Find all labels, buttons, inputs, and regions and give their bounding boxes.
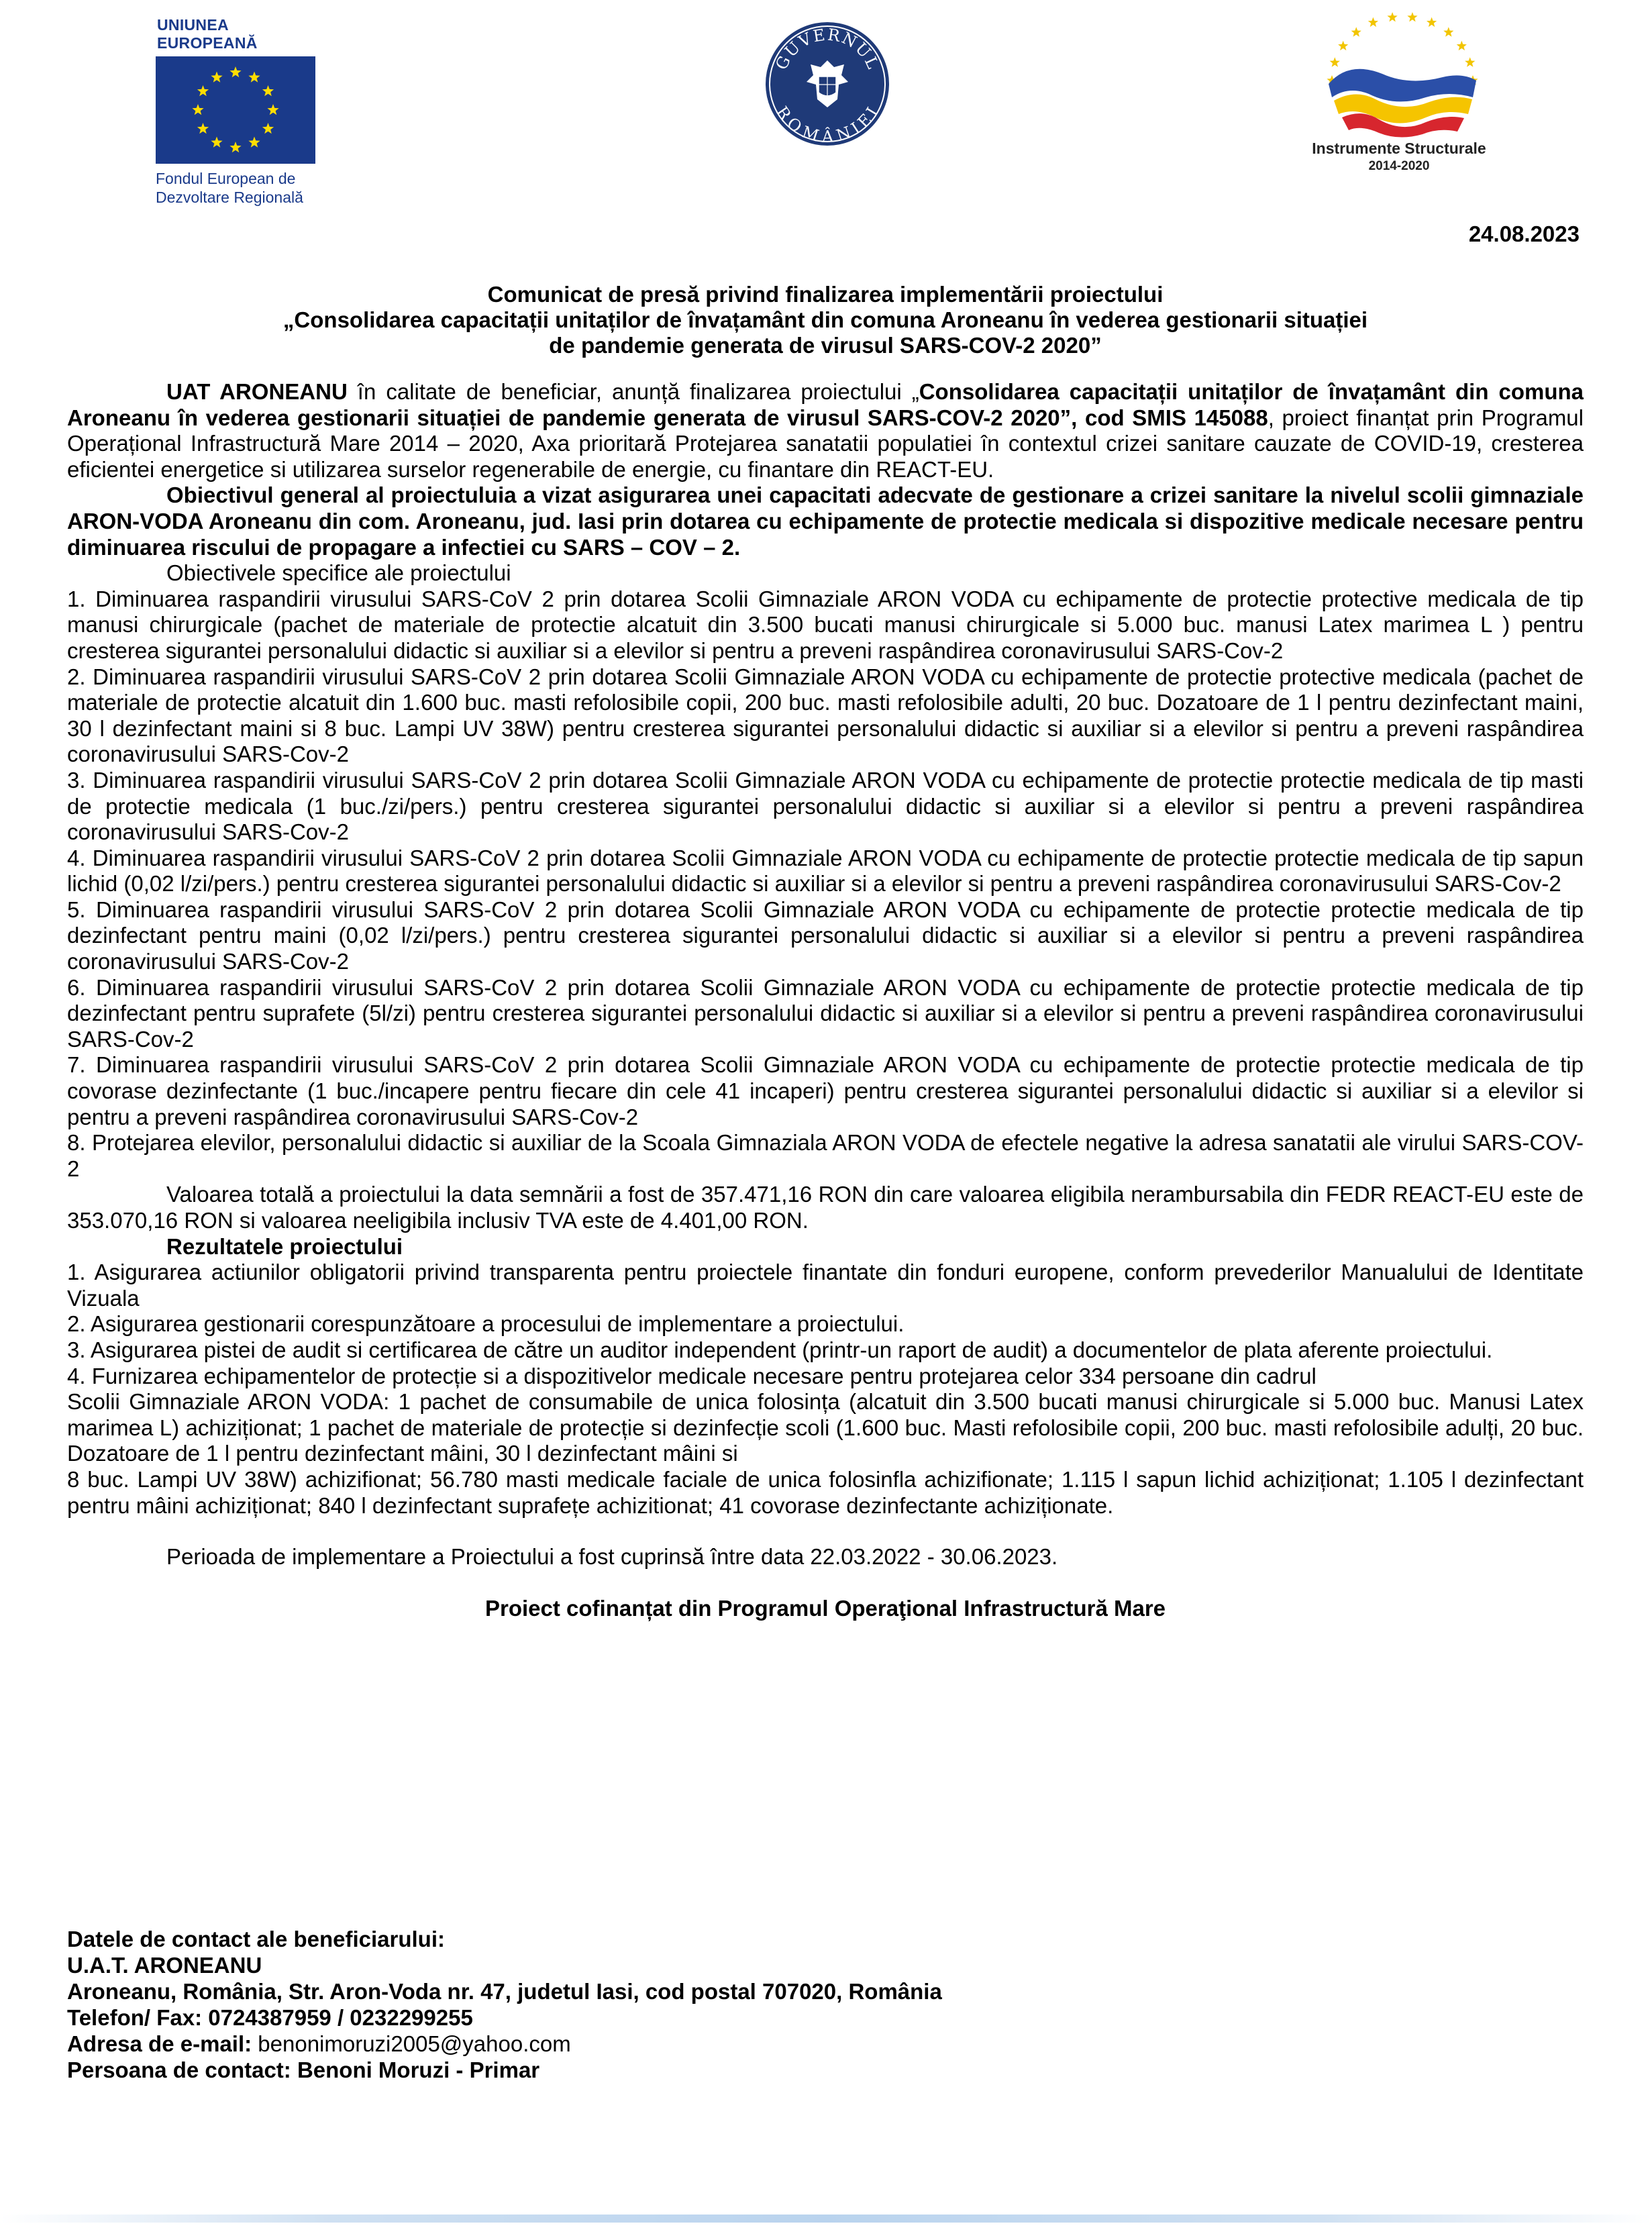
result-item-4-line2: Scolii Gimnaziale ARON VODA: 1 pachet de consumabile de unica folosința (alcatuit din 3.500 bucati manusi chirurgicale si 5.000 buc. Manusi Latex marimea L) achiziționat; 1 pachet de materiale de protecție si dezinfecție scoli (1.600 buc. Masti refolosibile copii, 200 buc. masti refolosibile adulți, 20 buc. Dozatoare de 1 l pentru dezinfectant mâini, 30 l dezinfectant mâini si bbox=[67, 1389, 1584, 1466]
objective-item: 7. Diminuarea raspandirii virusului SARS-CoV 2 prin dotarea Scolii Gimnaziale ARON VODA cu echipamente de protectie protectie medicala de tip covorase dezinfectante (1 buc./incapere pentru fiecare din cele 41 incaperi) pentru cresterea sigurantei personalului didactic si auxiliar si a elevilor si pentru a preveni raspândirea coronavirusului SARS-Cov-2 bbox=[67, 1052, 1584, 1129]
cofinanced-note: Proiect cofinanțat din Programul Operaţional Infrastructură Mare bbox=[484, 1595, 1166, 1621]
eu-logo-title: UNIUNEA EUROPEANĂ bbox=[157, 16, 258, 52]
contact-phone: Telefon/ Fax: 0724387959 / 0232299255 bbox=[67, 2005, 473, 2030]
result-item: 2. Asigurarea gestionarii corespunzătoare a procesului de implementare a proiectului. bbox=[67, 1311, 905, 1337]
structural-star-icon bbox=[1368, 17, 1378, 27]
instrumente-structurale-years: 2014-2020 bbox=[1368, 159, 1430, 173]
intro-text-1: în calitate de beneficiar, anunță finalizarea proiectului „ bbox=[347, 379, 919, 404]
structural-star-icon bbox=[1465, 57, 1475, 67]
title-line-3: de pandemie generata de virusul SARS-COV-2 2020” bbox=[549, 333, 1102, 358]
structural-star-icon bbox=[1443, 27, 1453, 37]
structural-star-icon bbox=[1457, 41, 1467, 51]
eu-flag-icon bbox=[156, 56, 315, 164]
intro-paragraph bbox=[67, 379, 1584, 482]
contact-name: U.A.T. ARONEANU bbox=[67, 1953, 262, 1978]
contact-email-link[interactable]: benonimoruzi2005@yahoo.com bbox=[252, 2031, 571, 2056]
eu-logo-fund-line2: Dezvoltare Regională bbox=[156, 189, 303, 206]
document-date: 24.08.2023 bbox=[1468, 221, 1580, 246]
government-seal-icon bbox=[764, 20, 891, 148]
intro-text-2: , proiect finanțat prin Programul Operațional Infrastructură Mare 2014 – 2020, Axa prioritară Protejarea sanatatii populatiei în contextul crizei sanitare cauzate de COVID-19, cresterea eficientei energetice si utilizarea surselor regenerabile de energie, cu finantare din REACT-EU. bbox=[67, 405, 1584, 482]
project-name: Consolidarea capacitații unitaților de învațamânt din comuna Aroneanu în vederea gestionarii situației de pandemie generata de virusul SARS-COV-2 2020”, cod SMIS 145088 bbox=[67, 379, 1584, 430]
eu-logo-fund-line1: Fondul European de bbox=[156, 170, 296, 187]
eu-logo-block bbox=[156, 16, 323, 207]
result-item: 1. Asigurarea actiunilor obligatorii privind transparenta pentru proiectele finantate din fonduri europene, conform prevederilor Manualului de Identitate Vizuala bbox=[67, 1260, 1584, 1311]
structural-star-icon bbox=[1330, 57, 1340, 67]
svg-text:GUVERNUL: GUVERNUL bbox=[772, 25, 883, 73]
structural-star-icon bbox=[1351, 27, 1361, 37]
structural-star-icon bbox=[1387, 12, 1397, 21]
general-objective: Obiectivul general al proiectuluia a vizat asigurarea unei capacitati adecvate de gestionare a crizei sanitare la nivelul scolii gimnaziale ARON-VODA Aroneanu din com. Aroneanu, jud. Iasi prin dotarea cu echipamente de protectie medicala si dispozitive medicale necesare pentru diminuarea riscului de propagare a infectiei cu SARS – COV – 2. bbox=[67, 482, 1584, 560]
contact-person: Persoana de contact: Benoni Moruzi - Primar bbox=[67, 2057, 540, 2082]
structural-star-icon bbox=[1407, 12, 1417, 21]
objective-item: 6. Diminuarea raspandirii virusului SARS-CoV 2 prin dotarea Scolii Gimnaziale ARON VODA cu echipamente de protectie protectie medicala de tip dezinfectant pentru suprafete (5l/zi) pentru cresterea sigurantei personalului didactic si auxiliar si a elevilor si pentru a preveni raspândirea coronavirusului SARS-Cov-2 bbox=[67, 974, 1584, 1052]
contact-email-row bbox=[67, 2031, 942, 2057]
footer-divider bbox=[0, 2215, 1652, 2223]
contact-email-label: Adresa de e-mail: bbox=[67, 2031, 252, 2056]
specific-objectives-heading: Obiectivele specifice ale proiectului bbox=[166, 560, 511, 586]
objective-item: 3. Diminuarea raspandirii virusului SARS-CoV 2 prin dotarea Scolii Gimnaziale ARON VODA cu echipamente de protectie protectie medicala de tip masti de protectie medicala (1 buc./zi/pers.) pentru cresterea sigurantei personalului didactic si auxiliar si a elevilor si pentru a preveni raspândirea coronavirusului SARS-Cov-2 bbox=[67, 767, 1584, 845]
contact-address: Aroneanu, România, Str. Aron-Voda nr. 47, judetul Iasi, cod postal 707020, România bbox=[67, 1979, 942, 2004]
structural-star-icon bbox=[1427, 17, 1437, 27]
structural-star-icon bbox=[1338, 41, 1348, 51]
instrumente-structurale-title: Instrumente Structurale bbox=[1312, 140, 1486, 157]
results-heading: Rezultatele proiectului bbox=[166, 1233, 403, 1259]
objective-item: 2. Diminuarea raspandirii virusului SARS-CoV 2 prin dotarea Scolii Gimnaziale ARON VODA cu echipamente de protectie protective medicala (pachet de materiale de protectie alcatuit din 1.600 buc. masti refolosibile copii, 200 buc. masti refolosibile adulti, 20 buc. Dozatoare de 1 l pentru dezinfectant maini, 30 l dezinfectant maini si 8 buc. Lampi UV 38W) pentru cresterea sigurantei personalului didactic si auxiliar si a elevilor si pentru a preveni raspândirea coronavirusului SARS-Cov-2 bbox=[67, 664, 1584, 767]
objective-item: 4. Diminuarea raspandirii virusului SARS-CoV 2 prin dotarea Scolii Gimnaziale ARON VODA cu echipamente de protectie protectie medicala de tip sapun lichid (0,02 l/zi/pers.) pentru cresterea sigurantei personalului didactic si auxiliar si a elevilor si pentru a preveni raspândirea coronavirusului SARS-Cov-2 bbox=[67, 845, 1584, 897]
contact-heading: Datele de contact ale beneficiarului: bbox=[67, 1927, 445, 1951]
svg-text:ROMÂNIEI: ROMÂNIEI bbox=[772, 103, 883, 146]
beneficiary-name: UAT ARONEANU bbox=[166, 379, 348, 404]
objective-item: 5. Diminuarea raspandirii virusului SARS-CoV 2 prin dotarea Scolii Gimnaziale ARON VODA cu echipamente de protectie protectie medicala de tip dezinfectant pentru maini (0,02 l/zi/pers.) pentru cresterea sigurantei personalului didactic si auxiliar si a elevilor si pentru a preveni raspândirea coronavirusului SARS-Cov-2 bbox=[67, 897, 1584, 974]
instrumente-structurale-logo bbox=[1295, 7, 1523, 174]
objective-item: 8. Protejarea elevilor, personalului didactic si auxiliar de la Scoala Gimnaziala ARON VODA de efectele negative la adresa sanatatii ale virului SARS-COV-2 bbox=[67, 1130, 1584, 1181]
document-title bbox=[67, 282, 1584, 358]
title-line-1: Comunicat de presă privind finalizarea implementării proiectului bbox=[487, 282, 1164, 307]
contact-block bbox=[67, 1926, 942, 2083]
result-item-4-line1: 4. Furnizarea echipamentelor de protecție si a dispozitivelor medicale necesare pentru protejarea celor 334 persoane din cadrul bbox=[67, 1363, 1317, 1388]
result-item-4-line3: 8 buc. Lampi UV 38W) achizifionat; 56.780 masti medicale faciale de unica folosinfla achizifionate; 1.115 l sapun lichid achiziționat; 1.105 l dezinfectant pentru mâini achiziționat; 840 l dezinfectant suprafețe achizitionat; 41 covorase dezinfectante achiziționate. bbox=[67, 1466, 1584, 1518]
objective-item: 1. Diminuarea raspandirii virusului SARS-CoV 2 prin dotarea Scolii Gimnaziale ARON VODA cu echipamente de protectie protective medicala de tip manusi chirurgicale (pachet de materiale de protectie alcatuit din 3.500 bucati manusi chirurgicale si 5.000 buc. manusi Latex marimea L ) pentru cresterea sigurantei personalului didactic si auxiliar si a elevilor si pentru a preveni raspândirea coronavirusului SARS-Cov-2 bbox=[67, 586, 1584, 663]
implementation-period: Perioada de implementare a Proiectului a fost cuprinsă între data 22.03.2022 - 30.06.2023. bbox=[166, 1544, 1058, 1570]
title-line-2: „Consolidarea capacitații unitaților de învațamânt din comuna Aroneanu în vederea gestionarii situației bbox=[282, 307, 1368, 332]
result-item: 3. Asigurarea pistei de audit si certificarea de către un auditor independent (printr-un raport de audit) a documentelor de plata aferente proiectului. bbox=[67, 1337, 1493, 1362]
structural-instruments-icon bbox=[1308, 7, 1490, 141]
project-value: Valoarea totală a proiectului la data semnării a fost de 357.471,16 RON din care valoarea eligibila nerambursabila din FEDR REACT-EU este de 353.070,16 RON si valoarea neeligibila inclusiv TVA este de 4.401,00 RON. bbox=[67, 1182, 1584, 1233]
document-body bbox=[67, 379, 1584, 1621]
